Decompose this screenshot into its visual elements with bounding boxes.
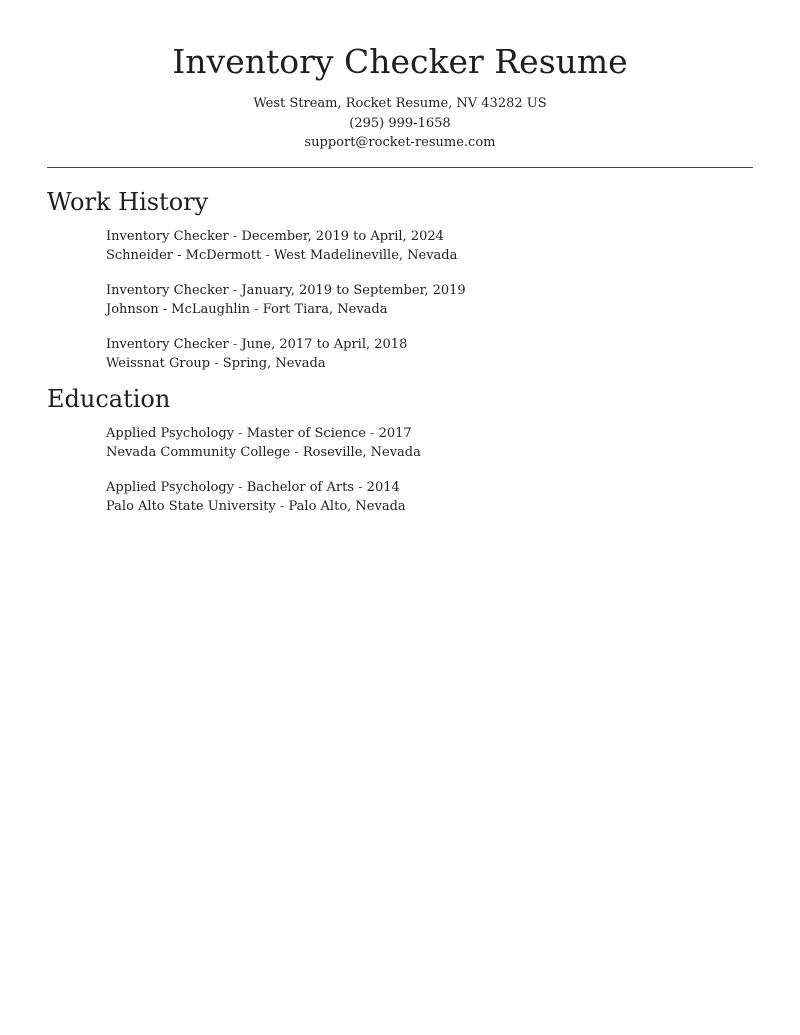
degree-name: Bachelor of Arts	[246, 480, 354, 495]
job-location: West Madelineville, Nevada	[273, 248, 458, 263]
education-degree-line: Applied Psychology - Bachelor of Arts - 2014	[106, 480, 400, 495]
work-entry-title-line: Inventory Checker - December, 2019 to April, 2024	[106, 229, 444, 244]
resume-title: Inventory Checker Resume	[172, 42, 628, 81]
contact-email: support@rocket-resume.com	[304, 135, 496, 150]
job-dates: June, 2017 to April, 2018	[241, 337, 408, 352]
education-entry	[106, 424, 421, 462]
graduation-year: 2014	[366, 480, 400, 495]
school-name: Palo Alto State University	[106, 499, 276, 514]
education-school-line: Palo Alto State University - Palo Alto, Nevada	[106, 499, 406, 514]
work-entry-company-line: Johnson - McLaughlin - Fort Tiara, Nevada	[106, 302, 388, 317]
work-entry	[106, 227, 457, 265]
education-entry	[106, 478, 406, 516]
header-divider	[47, 167, 753, 168]
work-entry	[106, 281, 466, 319]
job-dates: December, 2019 to April, 2024	[241, 229, 444, 244]
job-title: Inventory Checker	[106, 229, 229, 244]
graduation-year: 2017	[378, 426, 412, 441]
job-title: Inventory Checker	[106, 337, 229, 352]
work-entry	[106, 335, 407, 373]
study-field: Applied Psychology	[106, 426, 235, 441]
contact-block	[0, 94, 800, 153]
contact-address: West Stream, Rocket Resume, NV 43282 US	[253, 96, 547, 111]
school-location: Palo Alto, Nevada	[288, 499, 406, 514]
work-entry-company-line: Schneider - McDermott - West Madelineville, Nevada	[106, 248, 458, 263]
job-location: Spring, Nevada	[222, 356, 326, 371]
education-school-line: Nevada Community College - Roseville, Nevada	[106, 445, 421, 460]
job-title: Inventory Checker	[106, 283, 229, 298]
study-field: Applied Psychology	[106, 480, 235, 495]
school-name: Nevada Community College	[106, 445, 291, 460]
work-entry-title-line: Inventory Checker - June, 2017 to April, 2018	[106, 337, 408, 352]
job-dates: January, 2019 to September, 2019	[241, 283, 466, 298]
job-location: Fort Tiara, Nevada	[262, 302, 388, 317]
work-entry-company-line: Weissnat Group - Spring, Nevada	[106, 356, 326, 371]
school-location: Roseville, Nevada	[302, 445, 421, 460]
company-name: Weissnat Group	[106, 356, 211, 371]
work-entry-title-line: Inventory Checker - January, 2019 to September, 2019	[106, 283, 466, 298]
contact-phone: (295) 999-1658	[349, 115, 451, 131]
education-heading: Education	[47, 385, 171, 413]
degree-name: Master of Science	[246, 426, 366, 441]
company-name: Johnson - McLaughlin	[106, 302, 251, 317]
company-name: Schneider - McDermott	[106, 248, 262, 263]
education-degree-line: Applied Psychology - Master of Science - 2017	[106, 426, 412, 441]
work-history-heading: Work History	[47, 188, 209, 216]
